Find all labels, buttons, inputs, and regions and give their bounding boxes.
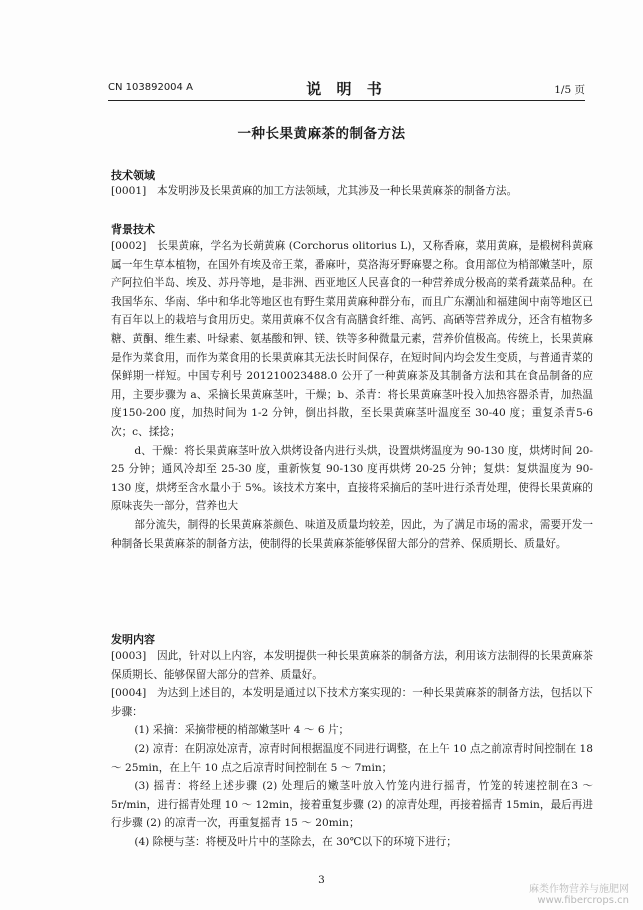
paragraph-number: [0003]	[111, 650, 147, 662]
paragraph-text: 为达到上述目的，本发明是通过以下技术方案实现的：一种长果黄麻茶的制备方法，包括以下步骤：	[111, 687, 593, 718]
watermark	[529, 884, 629, 906]
paragraph-0003	[111, 647, 593, 852]
page-header	[108, 78, 585, 101]
page-number: 3	[318, 874, 325, 886]
section-heading-invention: 发明内容	[111, 633, 155, 646]
paragraph-number: [0001]	[111, 185, 147, 197]
step-4: (4) 除梗与茎：将梗及叶片中的茎除去，在 30℃以下的环境下进行；	[134, 835, 457, 848]
document-title: 一种长果黄麻茶的制备方法	[237, 126, 406, 142]
step-2: (2) 凉青：在阴凉处凉青，凉青时间根据温度不同进行调整，在上午 10 点之前凉青时间控制在 18 ～ 25min，在上午 10 点之后凉青时间控制在 5 ～ 7min；	[111, 742, 593, 774]
paragraph-0001	[111, 182, 593, 201]
paragraph-text: 长果黄麻，学名为长蒴黄麻 (Corchorus olitorius L)，又称香麻，菜用黄麻，是椴树科黄麻属一年生草本植物，在国外有埃及帝王菜，番麻叶，莫洛海牙野麻婴之称。食用部位为梢部嫩茎叶，原产阿拉伯半岛、埃及、苏丹等地，是非洲、西亚地区人民喜食的一种营养成分极高的菜肴蔬菜品种。在我国华东、华南、华中和华北等地区也有野生菜用黄麻种群分布，而且广东潮汕和福建闽中南等地区已有百年以上的栽培与食用历史。菜用黄麻不仅含有高膳食纤维、高钙、高硒等营养成分，还含有植物多糖、黄酮、维生素、叶绿素、氨基酸和钾、镁、铁等多种微量元素，营养价值极高。传统上，长果黄麻是作为菜食用，而作为菜食用的长果黄麻其无法长时间保存，在短时间内均会发生变质，与普通青菜的保鲜期一样短。中国专利号 201210023488.0 公开了一种黄麻茶及其制备方法和其在食品制备的应用，主要步骤为 a、采摘长果黄麻茎叶，干燥；b、杀青：将长果黄麻茎叶投入加热容器杀青，加热温度150-200 度，加热时间为 1-2 分钟，倒出抖散，至长果黄麻茎叶温度至 30-40 度；重复杀青5-6 次；c、揉捻；	[111, 240, 593, 438]
step-1: (1) 采摘：采摘带梗的梢部嫩茎叶 4 ～ 6 片；	[134, 724, 350, 737]
step-3: (3) 摇青：将经上述步骤 (2) 处理后的嫩茎叶放入竹笼内进行摇青，竹笼的转速控制在3 ～ 5r/min，进行摇青处理 10 ～ 12min，接着重复步骤 (2) 的凉青处理，再接着摇青 15min，最后再进行步骤 (2) 的凉青一次，再重复摇青 15 ～ 20min；	[111, 780, 593, 830]
paragraph-0002	[111, 237, 593, 553]
section-heading-tech-field: 技术领域	[111, 169, 155, 182]
paragraph-step-d: d、干燥：将长果黄麻茎叶放入烘烤设备内进行头烘，设置烘烤温度为 90-130 度，烘烤时间 20-25 分钟；通风冷却至 25-30 度，重新恢复 90-130 度再烘烤 20-25 分钟；复烘：复烘温度为 90-130 度，烘烤至含水量小于 5%。该技术方案中，直接将采摘后的茎叶进行杀青处理，使得长果黄麻的原味丧失一部分，营养也大	[111, 444, 593, 513]
doc-number: CN 103892004 A	[108, 82, 193, 93]
paragraph-number: [0002]	[111, 240, 147, 252]
paragraph-text: 本发明涉及长果黄麻的加工方法领域，尤其涉及一种长果黄麻茶的制备方法。	[157, 185, 518, 197]
watermark-line2: www.fibercrops.cn	[537, 895, 629, 906]
page-indicator: 1/5 页	[554, 84, 585, 96]
paragraph-continuation: 部分流失，制得的长果黄麻茶颜色、味道及质量均较差，因此，为了满足市场的需求，需要开发一种制备长果黄麻茶的制备方法，使制得的长果黄麻茶能够保留大部分的营养、保质期长、质量好。	[111, 518, 593, 550]
paragraph-text: 因此，针对以上内容，本发明提供一种长果黄麻茶的制备方法，利用该方法制得的长果黄麻茶保质期长、能够保留大部分的营养、质量好。	[111, 650, 593, 681]
section-heading-background: 背景技术	[111, 223, 155, 236]
paragraph-number: [0004]	[111, 687, 147, 700]
watermark-line1: 麻类作物营养与施肥网	[529, 884, 629, 895]
doc-type-title: 说 明 书	[306, 80, 387, 98]
